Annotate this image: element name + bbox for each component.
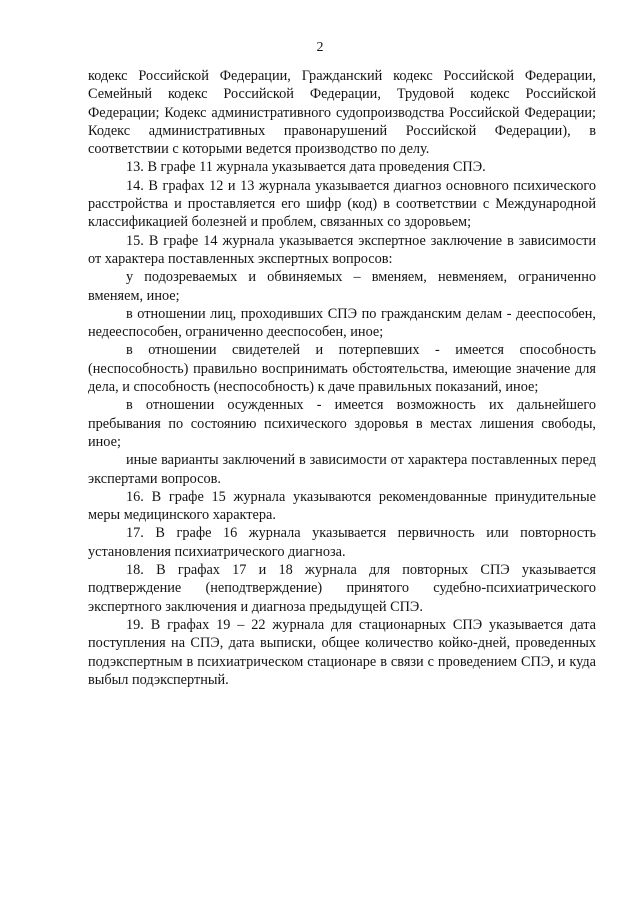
paragraph-suspects: у подозреваемых и обвиняемых – вменяем, невменяем, ограниченно вменяем, иное; [88,269,596,304]
paragraph-item-15: 15. В графе 14 журнала указывается экспертное заключение в зависимости от характера поставленных экспертных вопросов: [88,232,596,267]
document-body [88,67,596,689]
paragraph-item-13: 13. В графе 11 журнала указывается дата проведения СПЭ. [126,159,486,176]
paragraph-item-19: 19. В графах 19 – 22 журнала для стационарных СПЭ указывается дата поступления на СПЭ, дата выписки, общее количество койко-дней, проведенных подэкспертным в психиатрическом стационаре в связи с проведением СПЭ, и куда выбыл подэкспертный. [88,616,596,688]
paragraph-item-18: 18. В графах 17 и 18 журнала для повторных СПЭ указывается подтверждение (неподтверждение) принятого судебно-психиатрического экспертного заключения и диагноза предыдущей СПЭ. [88,562,596,615]
paragraph-continuation: кодекс Российской Федерации, Гражданский кодекс Российской Федерации, Семейный кодекс Российской Федерации, Трудовой кодекс Российской Федерации; Кодекс административного судопроизводства Российской Федерации; Кодекс административных правонарушений Российской Федерации), в соответствии с которыми ведется производство по делу. [88,68,596,158]
paragraph-item-16: 16. В графе 15 журнала указываются рекомендованные принудительные меры медицинского характера. [88,488,596,524]
paragraph-witnesses: в отношении свидетелей и потерпевших - имеется способность (неспособность) правильно воспринимать обстоятельства, имеющие значение для дела, и способность (неспособность) к даче правильных показаний, иное; [88,342,596,396]
paragraph-item-14: 14. В графах 12 и 13 журнала указывается диагноз основного психического расстройства и проставляется его шифр (код) в соответствии с Международной классификацией болезней и проблем, связанных со здоровьем; [88,177,596,231]
paragraph-other-variants: иные варианты заключений в зависимости от характера поставленных перед экспертами вопросов. [88,452,596,487]
paragraph-item-17: 17. В графе 16 журнала указывается первичность или повторность установления психиатрического диагноза. [88,525,596,560]
paragraph-civil-cases: в отношении лиц, проходивших СПЭ по гражданским делам - дееспособен, недееспособен, ограниченно дееспособен, иное; [88,305,596,341]
page-number: 2 [316,40,324,55]
paragraph-convicted: в отношении осужденных - имеется возможность их дальнейшего пребывания по состоянию психического здоровья в местах лишения свободы, иное; [88,397,596,450]
